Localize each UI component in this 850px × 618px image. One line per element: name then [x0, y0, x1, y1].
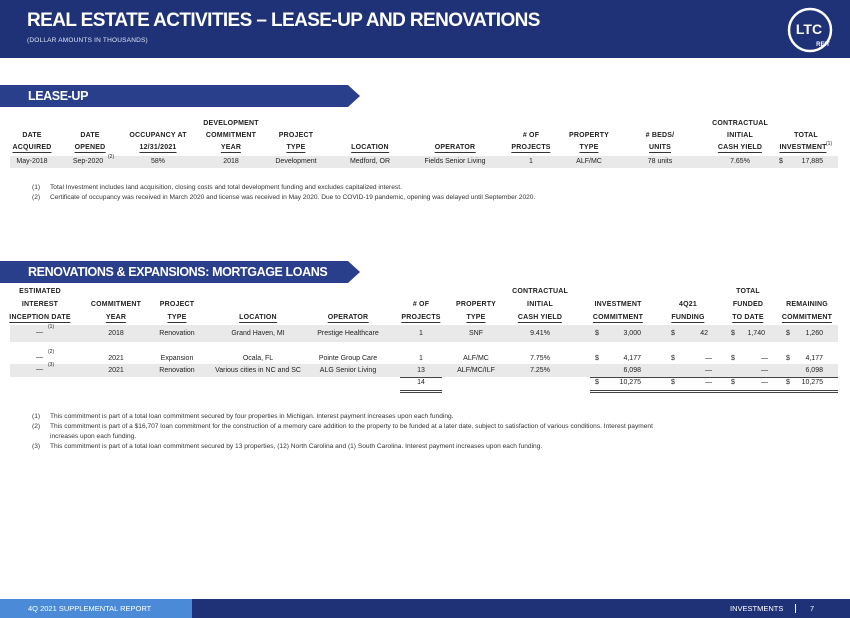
col-header-num-projects-2: PROJECTS: [401, 314, 441, 321]
footnote-ref: (1): [826, 141, 833, 147]
cell-project-type: Renovation: [159, 330, 195, 337]
total-double-rule: [400, 390, 442, 393]
cell-occupancy: 58%: [150, 158, 166, 165]
cell-location: Medford, OR: [349, 158, 391, 165]
cell-num-projects: 1: [419, 330, 423, 337]
col-header-commit-year: COMMITMENT: [90, 301, 142, 308]
footnote-ref: (1): [48, 324, 55, 330]
cell-inv-commit: 6,098: [623, 367, 641, 374]
cell-location: Ocala, FL: [242, 355, 274, 362]
cell-total-funding: —: [705, 379, 712, 386]
footer-divider: [795, 604, 796, 613]
footnote-text: This commitment is part of a total loan commitment secured by four properties in Michigan. Interest payment increases upon each funding.: [50, 413, 454, 420]
cell-dollar-sign: $: [595, 379, 599, 386]
cell-dollar-sign: $: [731, 330, 735, 337]
page-subtitle: (DOLLAR AMOUNTS IN THOUSANDS): [27, 37, 148, 44]
col-header-operator: OPERATOR: [327, 314, 369, 321]
cell-inception: —: [36, 329, 43, 336]
col-header-num-projects: # OF: [522, 132, 540, 139]
col-header-cash-yield: CONTRACTUAL: [512, 288, 568, 295]
cell-dollar-sign: $: [786, 330, 790, 337]
page-number: 7: [810, 604, 815, 613]
renovations-banner: [0, 261, 348, 283]
cell-operator: ALG Senior Living: [319, 367, 377, 374]
cell-project-type: Renovation: [159, 367, 195, 374]
col-header-remaining-2: COMMITMENT: [781, 314, 833, 321]
cell-total-projects: 14: [417, 379, 425, 386]
footer-report-label: 4Q 2021 SUPPLEMENTAL REPORT: [28, 604, 152, 613]
cell-num-projects: 13: [417, 367, 425, 374]
cell-operator: Pointe Group Care: [318, 355, 378, 362]
col-header-inception: ESTIMATED: [19, 288, 61, 295]
cell-num-projects: 1: [419, 355, 423, 362]
cell-operator: Fields Senior Living: [424, 158, 486, 165]
footnote-number: (3): [32, 443, 41, 450]
cell-inv-commit: 3,000: [623, 330, 641, 337]
col-header-project-type: PROJECT: [159, 301, 195, 308]
total-double-rule: [590, 390, 838, 393]
col-header-cash-yield-2: INITIAL: [527, 301, 553, 308]
cell-operator: Prestige Healthcare: [317, 330, 379, 337]
col-header-occupancy: OCCUPANCY AT: [129, 132, 187, 139]
cell-dollar-sign: $: [595, 355, 599, 362]
col-header-total-investment-2: INVESTMENT: [779, 144, 827, 151]
cell-cash-yield: 7.25%: [530, 367, 550, 374]
cell-remaining: 1,260: [805, 330, 823, 337]
cell-dollar-sign: $: [786, 379, 790, 386]
col-header-funded-2: FUNDED: [732, 301, 764, 308]
cell-cash-yield: 7.75%: [530, 355, 550, 362]
col-header-dev-commit-3: YEAR: [220, 144, 242, 151]
cell-remaining: 6,098: [805, 367, 823, 374]
col-header-beds-2: UNITS: [649, 144, 671, 151]
cell-inception: —: [36, 354, 43, 361]
cell-dollar-sign: $: [671, 379, 675, 386]
cell-year: 2018: [223, 158, 239, 165]
col-header-funded: TOTAL: [736, 288, 760, 295]
cell-property-type: ALF/MC: [576, 158, 602, 165]
page-header: [0, 0, 850, 58]
leaseup-banner-title: LEASE-UP: [28, 89, 89, 103]
cell-funded: —: [761, 367, 768, 374]
cell-funding: —: [705, 367, 712, 374]
cell-date-opened: Sep-2020: [72, 158, 104, 165]
col-header-project-type-2: TYPE: [286, 144, 306, 151]
col-header-total-investment: TOTAL: [794, 132, 818, 139]
cell-funded: —: [761, 355, 768, 362]
cell-year: 2018: [108, 330, 124, 337]
cell-date-acquired: May-2018: [16, 158, 48, 165]
cell-total-funded: —: [761, 379, 768, 386]
footnote-text: increases upon each funding.: [50, 433, 137, 440]
col-header-cash-yield-3: CASH YIELD: [517, 314, 563, 321]
cell-property-type: SNF: [469, 330, 483, 337]
col-header-property-type-2: TYPE: [466, 314, 486, 321]
cell-funded: 1,740: [747, 330, 765, 337]
cell-property-type: ALF/MC: [463, 355, 489, 362]
page-footer: [0, 599, 850, 618]
col-header-date-acquired-2: ACQUIRED: [12, 144, 52, 151]
col-header-project-type-2: TYPE: [167, 314, 187, 321]
cell-year: 2021: [108, 355, 124, 362]
footer-section-label: INVESTMENTS: [730, 604, 784, 613]
col-header-funded-3: TO DATE: [732, 314, 764, 321]
col-header-funding-2: FUNDING: [671, 314, 705, 321]
cell-dollar-sign: $: [786, 355, 790, 362]
ltc-reit-logo-icon: [786, 6, 834, 54]
col-header-inv-commit-2: COMMITMENT: [592, 314, 644, 321]
cell-dollar-sign: $: [671, 355, 675, 362]
cell-funding: —: [705, 355, 712, 362]
subtotal-rule: [590, 377, 838, 378]
col-header-location: LOCATION: [351, 144, 389, 151]
col-header-property-type: PROPERTY: [568, 132, 610, 139]
leaseup-banner: [0, 85, 348, 107]
footnote-ref: (2): [48, 349, 55, 355]
cell-project-type: Development: [275, 158, 317, 165]
col-header-inception-3: INCEPTION DATE: [9, 314, 71, 321]
cell-dollar-sign: $: [731, 379, 735, 386]
col-header-commit-year-2: YEAR: [105, 314, 127, 321]
subtotal-rule: [400, 377, 442, 378]
cell-location: Grand Haven, MI: [231, 330, 285, 337]
cell-investment: 17,885: [801, 158, 823, 165]
cell-dollar-sign: $: [779, 158, 783, 165]
col-header-property-type: PROPERTY: [455, 301, 497, 308]
cell-dollar-sign: $: [671, 330, 675, 337]
footer-report-tab: [0, 599, 192, 618]
footnote-number: (2): [32, 423, 41, 430]
renovation-row-bg: [10, 325, 838, 342]
cell-total-commit: 10,275: [619, 379, 641, 386]
col-header-date-opened: DATE: [80, 132, 100, 139]
logo-subtext: REIT: [816, 42, 830, 48]
col-header-inv-commit: INVESTMENT: [594, 301, 642, 308]
cell-remaining: 4,177: [805, 355, 823, 362]
footnote-text: Total Investment includes land acquisition, closing costs and total development funding and excludes capitalized interest.: [50, 184, 402, 191]
cell-cash-yield: 7.65%: [730, 158, 750, 165]
col-header-occupancy-2: 12/31/2021: [139, 144, 177, 151]
footnote-number: (1): [32, 413, 41, 420]
cell-location: Various cities in NC and SC: [215, 367, 301, 374]
cell-project-type: Expansion: [160, 355, 194, 362]
footnote-ref: (3): [48, 362, 55, 368]
leaseup-banner-arrow: [348, 85, 360, 107]
footnote-number: (1): [32, 184, 41, 191]
cell-property-type: ALF/MC/ILF: [457, 367, 495, 374]
col-header-property-type-2: TYPE: [579, 144, 599, 151]
renovations-banner-title: RENOVATIONS & EXPANSIONS: MORTGAGE LOANS: [28, 265, 328, 279]
col-header-location: LOCATION: [239, 314, 277, 321]
col-header-inception-2: INTEREST: [21, 301, 59, 308]
col-header-cash-yield: CONTRACTUAL: [712, 120, 768, 127]
col-header-operator: OPERATOR: [434, 144, 476, 151]
cell-dollar-sign: $: [595, 330, 599, 337]
col-header-project-type: PROJECT: [278, 132, 314, 139]
cell-funding: 42: [700, 330, 708, 337]
col-header-date-opened-2: OPENED: [74, 144, 106, 151]
col-header-funding: 4Q21: [679, 301, 697, 308]
col-header-cash-yield-3: CASH YIELD: [717, 144, 763, 151]
footnote-number: (2): [32, 194, 41, 201]
col-header-dev-commit: DEVELOPMENT: [203, 120, 259, 127]
col-header-num-projects-2: PROJECTS: [511, 144, 551, 151]
cell-inv-commit: 4,177: [623, 355, 641, 362]
footnote-ref: (2): [108, 154, 115, 160]
footnote-text: This commitment is part of a total loan commitment secured by 13 properties, (12) North Carolina and (1) South Carolina. Interest payment increases upon each funding.: [50, 443, 543, 450]
col-header-num-projects: # OF: [412, 301, 430, 308]
cell-total-remaining: 10,275: [801, 379, 823, 386]
cell-cash-yield: 9.41%: [530, 330, 550, 337]
col-header-remaining: REMAINING: [786, 301, 828, 308]
col-header-beds: # BEDS/: [645, 132, 675, 139]
footnote-text: Certificate of occupancy was received in March 2020 and license was received in May 2020. Due to COVID-19 pandemic, opening was delayed until September 2020.: [50, 194, 536, 201]
renovations-banner-arrow: [348, 261, 360, 283]
cell-beds-units: 78 units: [647, 158, 673, 165]
col-header-dev-commit-2: COMMITMENT: [205, 132, 257, 139]
col-header-date-acquired: DATE: [22, 132, 42, 139]
cell-year: 2021: [108, 367, 124, 374]
logo-text: LTC: [795, 21, 823, 37]
cell-num-projects: 1: [529, 158, 533, 165]
cell-inception: —: [36, 366, 43, 373]
cell-dollar-sign: $: [731, 355, 735, 362]
footnote-text: This commitment is part of a $16,707 loan commitment for the construction of a memory care addition to the property to be funded at a later date, subject to satisfaction of various conditions. Interest payment: [50, 423, 653, 430]
col-header-cash-yield-2: INITIAL: [727, 132, 753, 139]
page-title: REAL ESTATE ACTIVITIES – LEASE-UP AND RENOVATIONS: [27, 10, 540, 31]
